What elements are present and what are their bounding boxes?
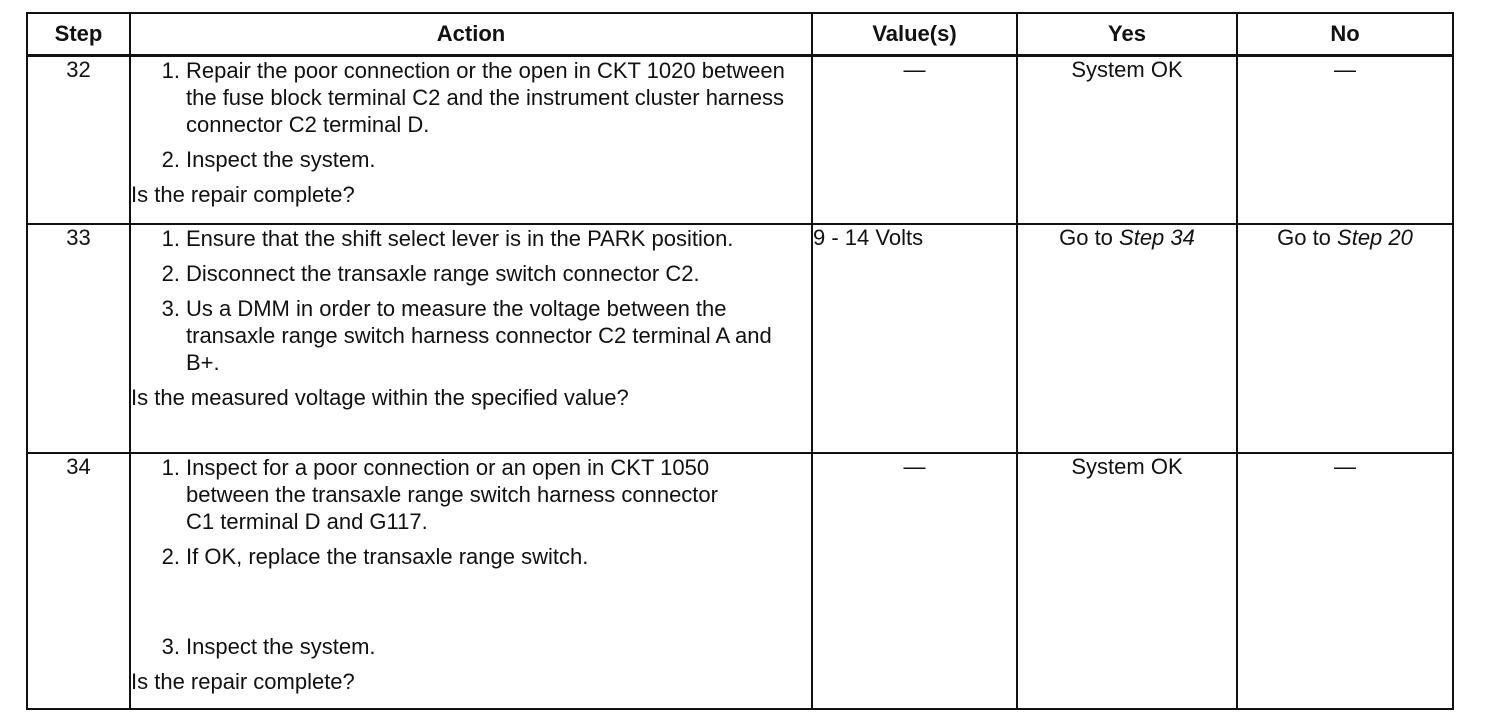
step-item-text: Inspect for a poor connection or an open in CKT 1050 between the transaxle range switch harness connector C1 terminal D and G117.: [186, 454, 718, 534]
no-cell: —: [1237, 453, 1453, 709]
value-cell: —: [812, 56, 1017, 224]
goto-prefix: Go to: [1277, 224, 1338, 250]
action-question: Is the repair complete?: [131, 182, 355, 207]
action-cell: [130, 56, 812, 224]
action-step: [161, 225, 811, 252]
yes-cell: [1017, 224, 1237, 453]
step-item-text: Disconnect the transaxle range switch connector C2.: [186, 260, 700, 286]
step-number: 33: [27, 224, 130, 453]
no-cell: [1237, 224, 1453, 453]
step-item-text: Us a DMM in order to measure the voltage between the transaxle range switch harness connector C2 terminal A and B+.: [186, 295, 772, 375]
action-cell: [130, 453, 812, 709]
action-step: [161, 57, 811, 138]
table-row: [27, 224, 1453, 453]
action-question: Is the repair complete?: [131, 668, 355, 694]
step-item-number: 1.: [161, 454, 180, 480]
step-number: 34: [27, 453, 130, 709]
header-step: Step: [27, 13, 130, 56]
action-step: [161, 295, 811, 376]
header-action: Action: [130, 13, 812, 56]
header-no: No: [1237, 13, 1453, 56]
action-step: [161, 454, 811, 535]
step-number: 32: [27, 56, 130, 224]
value-cell: 9 - 14 Volts: [812, 224, 1017, 453]
action-steps: [131, 454, 811, 660]
table-row: [27, 453, 1453, 709]
header-yes: Yes: [1017, 13, 1237, 56]
action-steps: [131, 225, 811, 376]
step-item-text: Ensure that the shift select lever is in the PARK position.: [186, 225, 734, 251]
step-item-number: 2.: [161, 543, 180, 569]
goto-step-link[interactable]: Step 20: [1337, 224, 1413, 250]
step-item-number: 1.: [161, 58, 180, 83]
table-row: [27, 56, 1453, 224]
step-item-number: 2.: [161, 147, 180, 172]
step-item-number: 3.: [161, 633, 180, 659]
action-steps: [131, 57, 811, 173]
step-item-text: Inspect the system.: [186, 633, 376, 659]
step-item-text: Repair the poor connection or the open in CKT 1020 between the fuse block terminal C2 and the instrument cluster harness connector C2 terminal D.: [186, 58, 785, 137]
action-step: [161, 543, 811, 570]
yes-cell: System OK: [1017, 453, 1237, 709]
yes-cell: System OK: [1017, 56, 1237, 224]
step-item-number: 1.: [161, 225, 180, 251]
action-question: Is the measured voltage within the specified value?: [131, 384, 629, 410]
header-row: [27, 13, 1453, 56]
action-step: [161, 146, 811, 173]
action-step: [161, 260, 811, 287]
goto-prefix: Go to: [1059, 224, 1120, 250]
step-item-number: 3.: [161, 295, 180, 321]
step-item-text: Inspect the system.: [186, 147, 376, 172]
value-cell: —: [812, 453, 1017, 709]
header-values: Value(s): [812, 13, 1017, 56]
action-cell: [130, 224, 812, 453]
action-step: [161, 633, 811, 660]
step-item-number: 2.: [161, 260, 180, 286]
diagnostic-table: [26, 12, 1454, 710]
goto-step-link[interactable]: Step 34: [1119, 224, 1195, 250]
no-cell: —: [1237, 56, 1453, 224]
step-item-text: If OK, replace the transaxle range switch.: [186, 543, 589, 569]
